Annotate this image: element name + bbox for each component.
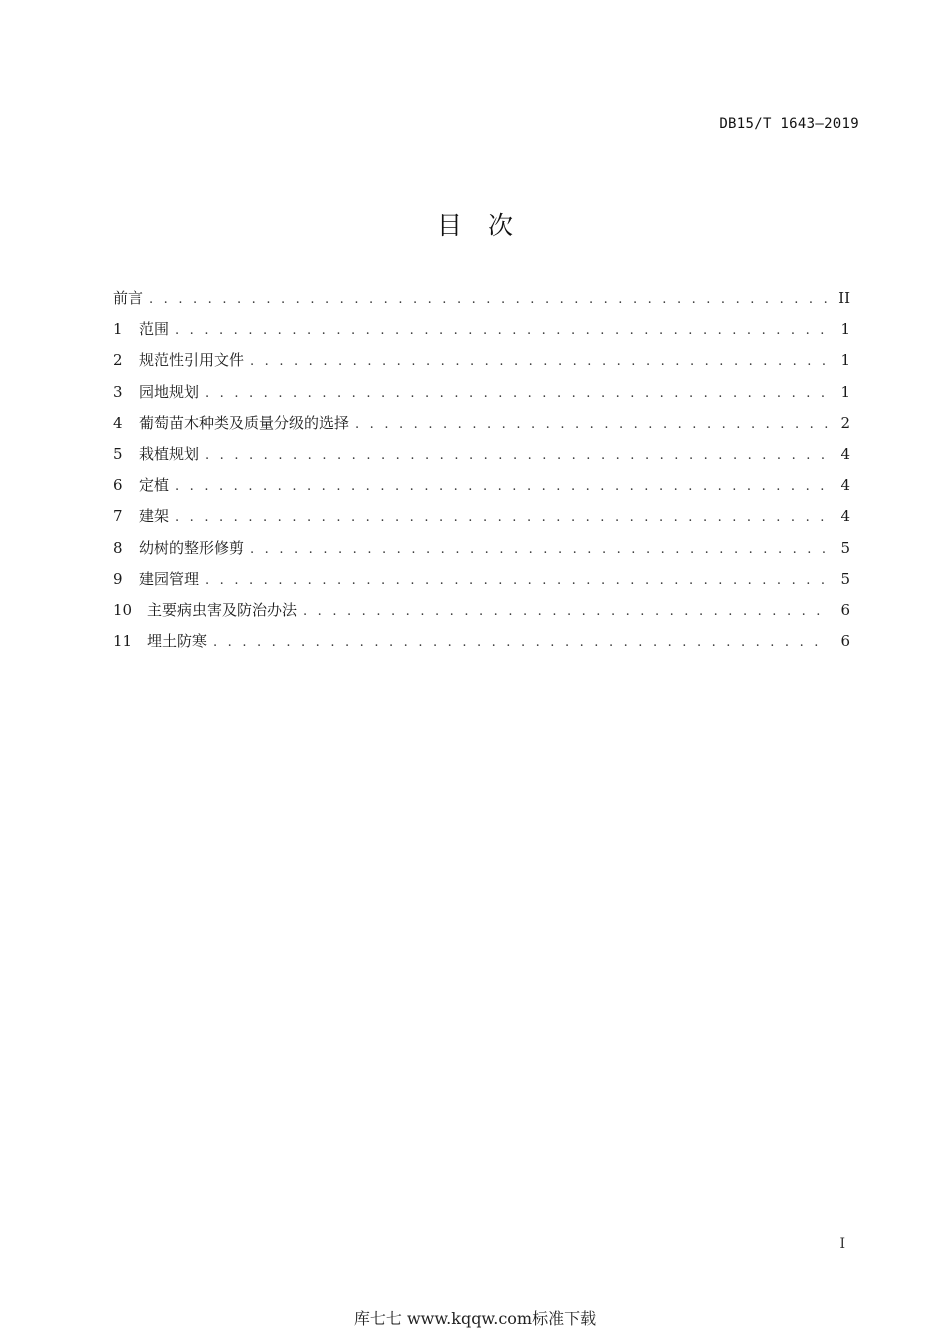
toc-entry-6[interactable] [113, 473, 850, 504]
toc-entry-title: 埋土防寒 [147, 632, 208, 651]
toc-leader-dots [355, 413, 830, 437]
toc-entry-page: 1 [840, 320, 850, 339]
toc-leader-dots [303, 600, 830, 624]
toc-leader-dots [175, 506, 830, 530]
toc-entry-4[interactable] [113, 411, 850, 442]
toc-entry-page: 4 [840, 444, 850, 463]
toc-entry-number: 10 [113, 600, 133, 619]
toc-entry-2[interactable] [113, 348, 850, 379]
toc-entry-number: 11 [113, 632, 133, 651]
toc-entry-number: 3 [113, 382, 123, 401]
toc-leader-dots [213, 631, 830, 655]
toc-entry-page: 1 [840, 351, 850, 370]
toc-leader-dots [205, 569, 830, 593]
toc-entry-page: 4 [840, 476, 850, 495]
toc-entry-title: 园地规划 [139, 382, 200, 401]
toc-entry-number: 5 [113, 444, 123, 463]
document-code: DB15/T 1643—2019 [719, 116, 859, 132]
page-title: 目次 [436, 211, 539, 240]
toc-entry-7[interactable] [113, 504, 850, 535]
toc-leader-dots [205, 444, 830, 468]
toc-entry-number: 1 [113, 320, 123, 339]
toc-leader-dots [250, 350, 830, 374]
toc-entry-title: 前言 [113, 289, 144, 307]
toc-entry-page: 2 [840, 413, 850, 432]
toc-entry-title: 定植 [139, 476, 170, 495]
toc-entry-10[interactable] [113, 598, 850, 629]
table-of-contents [113, 286, 850, 660]
toc-entry-page: 5 [840, 569, 850, 588]
toc-entry-title: 规范性引用文件 [139, 351, 245, 370]
page-number: I [839, 1236, 845, 1252]
toc-entry-page: 6 [840, 632, 850, 651]
toc-entry-number: 8 [113, 538, 123, 557]
toc-entry-page: 1 [840, 382, 850, 401]
toc-entry-number: 6 [113, 476, 123, 495]
toc-entry-page: 5 [840, 538, 850, 557]
toc-entry-title: 建园管理 [139, 569, 200, 588]
toc-leader-dots [175, 319, 830, 343]
toc-leader-dots [175, 475, 830, 499]
toc-entry-foreword[interactable] [113, 286, 850, 317]
watermark-text: 库七七 www.kqqw.com标准下载 [353, 1309, 597, 1328]
toc-entry-11[interactable] [113, 629, 850, 660]
toc-entry-number: 9 [113, 569, 123, 588]
toc-entry-title: 葡萄苗木种类及质量分级的选择 [139, 413, 350, 432]
toc-entry-title: 建架 [139, 507, 170, 526]
toc-entry-9[interactable] [113, 567, 850, 598]
toc-entry-title: 栽植规划 [139, 444, 200, 463]
toc-leader-dots [149, 288, 830, 312]
toc-entry-page: 6 [840, 600, 850, 619]
toc-entry-1[interactable] [113, 317, 850, 348]
toc-entry-number: 7 [113, 507, 123, 526]
toc-entry-number: 4 [113, 413, 123, 432]
toc-leader-dots [205, 382, 830, 406]
toc-entry-3[interactable] [113, 380, 850, 411]
toc-entry-page: 4 [840, 507, 850, 526]
toc-entry-number: 2 [113, 351, 123, 370]
toc-entry-5[interactable] [113, 442, 850, 473]
toc-leader-dots [250, 538, 830, 562]
toc-entry-title: 幼树的整形修剪 [139, 538, 245, 557]
toc-entry-page: II [838, 289, 850, 307]
toc-entry-title: 范围 [139, 320, 170, 339]
toc-entry-8[interactable] [113, 536, 850, 567]
toc-entry-title: 主要病虫害及防治办法 [147, 600, 298, 619]
